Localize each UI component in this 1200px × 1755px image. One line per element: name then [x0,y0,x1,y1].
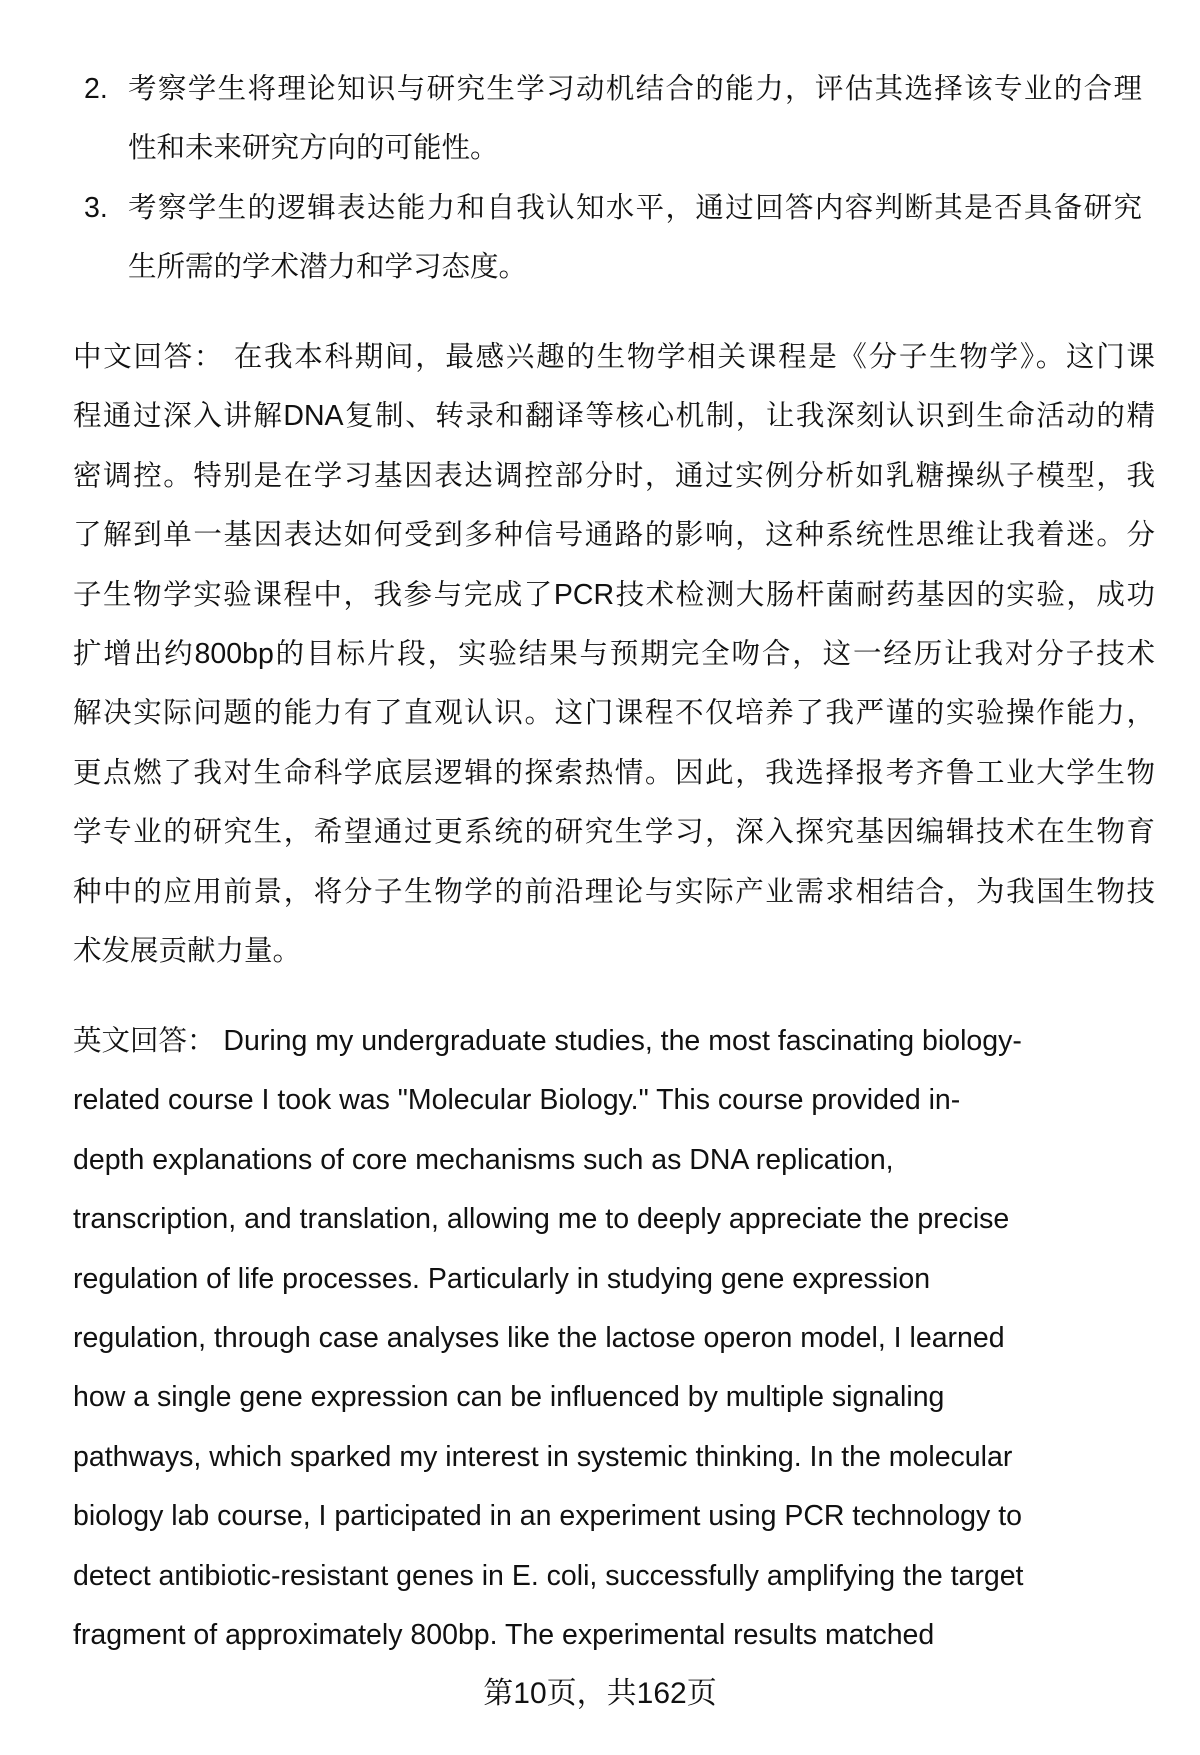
list-item-line: 生所需的学术潜力和学习态度。 [128,251,528,284]
chinese-answer-line: 子生物学实验课程中，我参与完成了PCR技术检测大肠杆菌耐药基因的实验，成功 [73,578,1155,611]
english-answer-line: pathways, which sparked my interest in systemic thinking. In the molecular [73,1440,1013,1473]
chinese-answer-line: 更点燃了我对生命科学底层逻辑的探索热情。因此，我选择报考齐鲁工业大学生物 [73,756,1155,789]
english-answer-line: fragment of approximately 800bp. The experimental results matched [73,1619,935,1651]
english-answer-line: regulation of life processes. Particularly in studying gene expression [73,1262,931,1295]
list-item-line: 考察学生的逻辑表达能力和自我认知水平，通过回答内容判断其是否具备研究 [128,191,1142,224]
chinese-answer-line: 解决实际问题的能力有了直观认识。这门课程不仅培养了我严谨的实验操作能力， [73,697,1155,730]
list-number: 3. [84,191,108,224]
english-answer-line: biology lab course, I participated in an experiment using PCR technology to [73,1500,1022,1533]
list-number: 2. [84,73,108,105]
chinese-answer-line: 了解到单一基因表达如何受到多种信号通路的影响，这种系统性思维让我着迷。分 [73,519,1155,552]
chinese-answer-line: 程通过深入讲解DNA复制、转录和翻译等核心机制，让我深刻认识到生命活动的精 [73,400,1155,433]
chinese-answer-line: 密调控。特别是在学习基因表达调控部分时，通过实例分析如乳糖操纵子模型，我 [73,459,1155,492]
english-answer-line: 英文回答： During my undergraduate studies, the most fascinating biology- [73,1025,1022,1057]
english-answer-line: depth explanations of core mechanisms such as DNA replication, [73,1143,894,1176]
list-item-line: 考察学生将理论知识与研究生学习动机结合的能力，评估其选择该专业的合理 [128,73,1142,105]
chinese-answer-line: 种中的应用前景，将分子生物学的前沿理论与实际产业需求相结合，为我国生物技 [73,875,1155,908]
chinese-answer-line: 学专业的研究生，希望通过更系统的研究生学习，深入探究基因编辑技术在生物育 [73,816,1155,849]
chinese-answer-line: 术发展贡献力量。 [73,935,302,967]
english-answer-line: regulation, through case analyses like the lactose operon model, I learned [73,1322,1005,1354]
english-answer-line: related course I took was "Molecular Biology." This course provided in- [73,1084,961,1117]
english-answer-line: detect antibiotic-resistant genes in E. coli, successfully amplifying the target [73,1559,1024,1592]
page-number: 第10页，共162页 [483,1677,717,1710]
english-answer-line: transcription, and translation, allowing me to deeply appreciate the precise [73,1203,1010,1236]
chinese-answer-line: 扩增出约800bp的目标片段，实验结果与预期完全吻合，这一经历让我对分子技术 [73,638,1155,670]
chinese-answer-line: 中文回答： 在我本科期间，最感兴趣的生物学相关课程是《分子生物学》。这门课 [73,341,1155,373]
english-answer-line: how a single gene expression can be influenced by multiple signaling [73,1381,945,1414]
list-item-line: 性和未来研究方向的可能性。 [128,132,499,165]
